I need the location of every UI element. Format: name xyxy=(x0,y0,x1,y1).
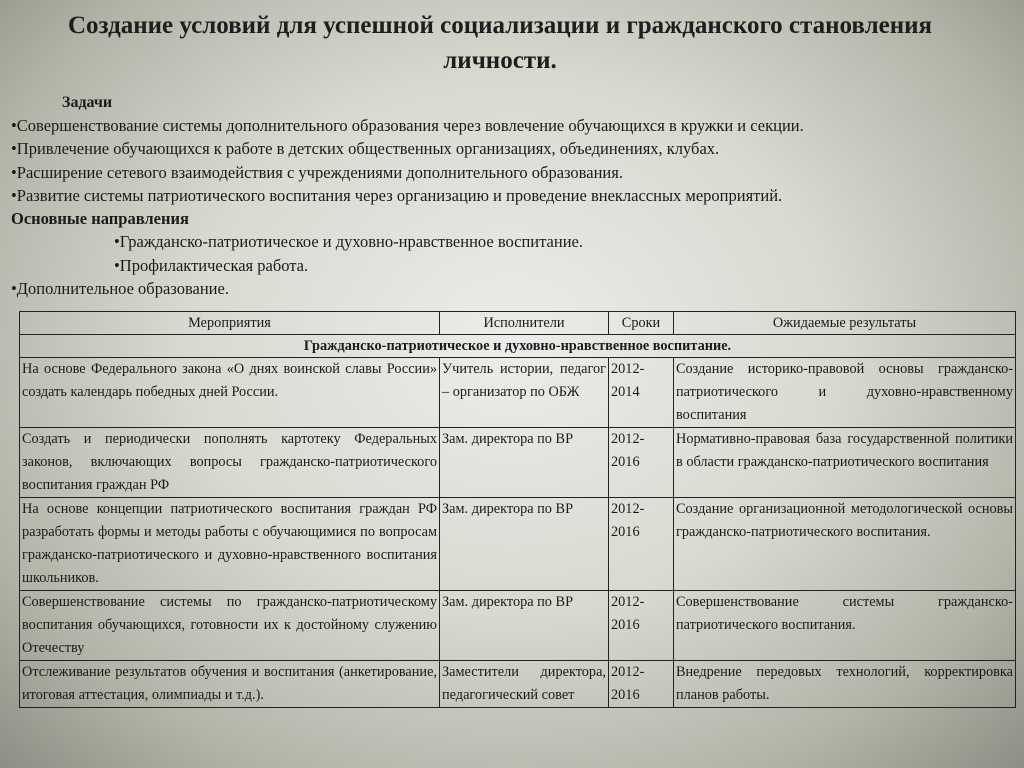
cell-executors: Зам. директора по ВР xyxy=(440,591,609,661)
table-section-row xyxy=(20,335,1016,358)
cell-event: На основе Федерального закона «О днях воинской славы России» создать календарь победных дней России. xyxy=(20,358,440,428)
cell-executors: Заместители директора, педагогический совет xyxy=(440,661,609,708)
table-row xyxy=(20,661,1016,708)
task-item: •Развитие системы патриотического воспитания через организацию и проведение внеклассных мероприятий. xyxy=(11,185,783,205)
cell-results: Создание организационной методологической основы гражданско-патриотического воспитания. xyxy=(674,498,1016,591)
header-dates: Сроки xyxy=(609,312,674,335)
cell-event: Отслеживание результатов обучения и воспитания (анкетирование, итоговая аттестация, олимпиады и т.д.). xyxy=(20,661,440,708)
task-item: •Расширение сетевого взаимодействия с учреждениями дополнительного образования. xyxy=(11,162,623,182)
table-row xyxy=(20,498,1016,591)
task-item: •Привлечение обучающихся к работе в детских общественных организациях, объединениях, клубах. xyxy=(11,139,720,159)
cell-dates: 2012-2014 xyxy=(609,358,674,428)
direction-item: •Дополнительное образование. xyxy=(11,279,229,299)
table-row xyxy=(20,591,1016,661)
plan-table xyxy=(19,311,1016,708)
task-item: •Совершенствование системы дополнительного образования через вовлечение обучающихся в кружки и секции. xyxy=(11,116,804,135)
tasks-and-directions xyxy=(11,114,1016,300)
cell-executors: Учитель истории, педагог – организатор по ОБЖ xyxy=(440,358,609,428)
cell-event: Совершенствование системы по гражданско-патриотическому воспитания обучающихся, готовности их к достойному служению Отечеству xyxy=(20,591,440,661)
cell-event: На основе концепции патриотического воспитания граждан РФ разработать формы и методы работы с обучающимися по вопросам гражданско-патриотического и духовно-нравственного воспитания школьников. xyxy=(20,498,440,591)
cell-executors: Зам. директора по ВР xyxy=(440,428,609,498)
direction-item: •Профилактическая работа. xyxy=(114,255,309,275)
cell-results: Внедрение передовых технологий, корректировка планов работы. xyxy=(674,661,1016,708)
direction-item: •Гражданско-патриотическое и духовно-нравственное воспитание. xyxy=(114,232,583,252)
header-results: Ожидаемые результаты xyxy=(674,312,1016,335)
cell-dates: 2012-2016 xyxy=(609,661,674,708)
cell-event: Создать и периодически пополнять картотеку Федеральных законов, включающих вопросы гражданско-патриотического воспитания граждан РФ xyxy=(20,428,440,498)
tasks-heading: Задачи xyxy=(62,94,113,111)
slide-title: Создание условий для успешной социализации и гражданского становления личности. xyxy=(67,12,933,74)
directions-heading: Основные направления xyxy=(11,209,189,229)
cell-results: Нормативно-правовая база государственной политики в области гражданско-патриотического воспитания xyxy=(674,428,1016,498)
header-events: Мероприятия xyxy=(20,312,440,335)
cell-results: Создание историко-правовой основы гражданско-патриотического и духовно-нравственному воспитания xyxy=(674,358,1016,428)
header-executors: Исполнители xyxy=(440,312,609,335)
table-row xyxy=(20,428,1016,498)
table-header-row xyxy=(20,312,1016,335)
table-row xyxy=(20,358,1016,428)
section-title: Гражданско-патриотическое и духовно-нравственное воспитание. xyxy=(20,335,1016,358)
cell-results: Совершенствование системы гражданско-патриотического воспитания. xyxy=(674,591,1016,661)
cell-dates: 2012-2016 xyxy=(609,498,674,591)
cell-dates: 2012-2016 xyxy=(609,428,674,498)
cell-executors: Зам. директора по ВР xyxy=(440,498,609,591)
cell-dates: 2012-2016 xyxy=(609,591,674,661)
